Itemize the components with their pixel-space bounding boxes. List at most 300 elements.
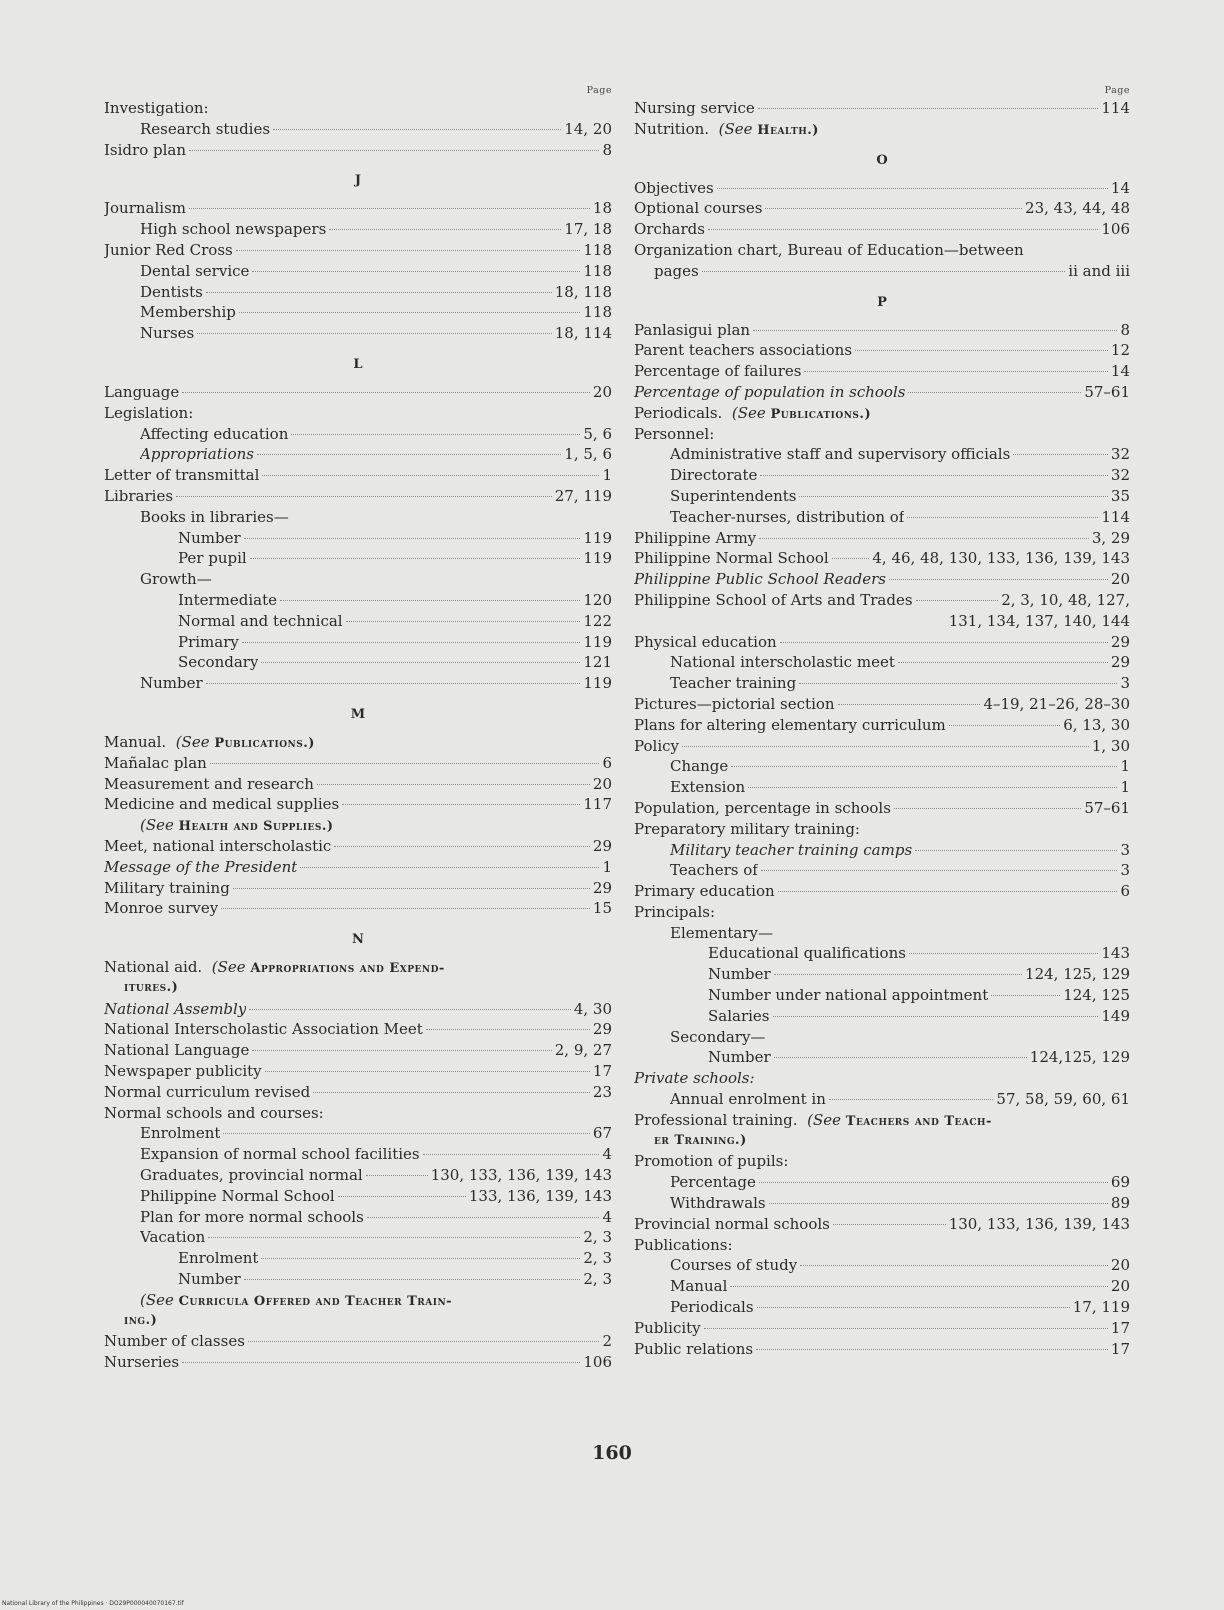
entry-label: Publicity xyxy=(634,1318,701,1337)
index-entry xyxy=(104,140,612,161)
leader-dots xyxy=(338,1196,466,1197)
entry-label: Enrolment xyxy=(140,1124,221,1143)
leader-dots xyxy=(257,454,561,455)
entry-pages: 20 xyxy=(1110,1277,1130,1296)
entry-label: National Assembly xyxy=(104,999,247,1018)
leader-dots xyxy=(889,579,1108,580)
entry-pages: 119 xyxy=(583,549,612,568)
entry-label: Extension xyxy=(670,778,746,797)
leader-dots xyxy=(223,1133,590,1134)
index-entry xyxy=(104,898,612,919)
index-entry xyxy=(104,652,612,673)
index-entry xyxy=(634,382,1130,403)
cross-reference-target: Curricula Offered and Teacher Train- xyxy=(178,1293,453,1309)
leader-dots xyxy=(329,229,561,230)
index-entry xyxy=(634,1172,1130,1193)
index-entry xyxy=(634,1006,1130,1027)
leader-dots xyxy=(262,475,599,476)
leader-dots xyxy=(233,888,590,889)
entry-label: Professional training. xyxy=(634,1110,798,1129)
index-entry xyxy=(104,999,612,1020)
entry-pages: 1, 5, 6 xyxy=(564,445,612,464)
see-word: (See xyxy=(731,403,766,422)
entry-pages: 29 xyxy=(592,878,612,897)
leader-dots xyxy=(182,392,590,393)
index-entry xyxy=(104,219,612,240)
entry-label: Manual xyxy=(670,1277,728,1296)
entry-label: Enrolment xyxy=(178,1249,259,1268)
index-entry xyxy=(634,798,1130,819)
entry-label: Percentage xyxy=(670,1173,756,1192)
entry-pages: 18, 118 xyxy=(554,282,612,301)
entry-pages: 57, 58, 59, 60, 61 xyxy=(996,1090,1130,1109)
entry-pages: 1 xyxy=(1120,778,1130,797)
cross-reference-continued xyxy=(104,978,612,999)
entry-label: Per pupil xyxy=(178,549,247,568)
entry-label: Nursing service xyxy=(634,99,755,117)
entry-label: Investigation: xyxy=(104,99,209,117)
entry-pages: 130, 133, 136, 139, 143 xyxy=(948,1214,1130,1233)
leader-dots xyxy=(832,558,870,559)
entry-pages: 1, 30 xyxy=(1091,736,1130,755)
entry-label: Journalism xyxy=(104,199,186,218)
index-entry xyxy=(634,198,1130,219)
leader-dots xyxy=(367,1217,600,1218)
entry-pages: 2, 3 xyxy=(583,1270,612,1289)
entry-label: Research studies xyxy=(140,119,271,138)
leader-dots xyxy=(206,683,581,684)
index-entry xyxy=(634,756,1130,777)
entry-pages: 1 xyxy=(602,466,612,485)
entry-label: Number xyxy=(708,965,771,984)
entry-label: Philippine Public School Readers xyxy=(634,570,886,589)
index-entry xyxy=(634,964,1130,985)
section-letter: O xyxy=(876,152,888,168)
entry-pages: 120 xyxy=(583,590,612,609)
index-entry xyxy=(634,1255,1130,1276)
index-entry xyxy=(634,632,1130,653)
index-entry xyxy=(634,320,1130,341)
leader-dots xyxy=(176,496,552,497)
entry-pages: 20 xyxy=(592,774,612,793)
leader-dots xyxy=(717,188,1108,189)
entry-pages: 119 xyxy=(583,674,612,693)
entry-pages: 130, 133, 136, 139, 143 xyxy=(430,1166,612,1185)
entry-pages: 23, 43, 44, 48 xyxy=(1025,199,1130,218)
index-entry xyxy=(634,860,1130,881)
entry-label: National Interscholastic Association Meet xyxy=(104,1020,423,1039)
entry-label: Medicine and medical supplies xyxy=(104,795,340,814)
index-entry xyxy=(104,528,612,549)
leader-dots xyxy=(261,662,580,663)
index-entry xyxy=(104,1248,612,1269)
index-entry xyxy=(634,444,1130,465)
entry-label: Affecting education xyxy=(140,424,289,443)
entry-label: Expansion of normal school facilities xyxy=(140,1145,420,1164)
index-entry xyxy=(634,486,1130,507)
index-column-left xyxy=(104,84,612,1373)
entry-label: Publications: xyxy=(634,1235,733,1254)
entry-pages: 20 xyxy=(1110,1256,1130,1275)
index-entry xyxy=(634,1339,1130,1360)
index-entry xyxy=(634,261,1130,282)
index-entry xyxy=(104,403,612,424)
entry-label: Philippine Normal School xyxy=(140,1186,335,1205)
leader-dots xyxy=(916,600,999,601)
see-word: (See xyxy=(140,816,174,835)
entry-pages: 18, 114 xyxy=(554,324,612,343)
entry-label: Philippine School of Arts and Trades xyxy=(634,590,913,609)
entry-label: Normal schools and courses: xyxy=(104,1103,324,1122)
see-word: (See xyxy=(718,119,753,138)
index-entry xyxy=(634,1297,1130,1318)
entry-pages: 3 xyxy=(1120,861,1130,880)
leader-dots xyxy=(426,1029,590,1030)
index-entry xyxy=(634,902,1130,923)
leader-dots xyxy=(197,333,552,334)
entry-pages: 5, 6 xyxy=(583,424,612,443)
leader-dots xyxy=(273,129,561,130)
index-entry xyxy=(104,1207,612,1228)
index-entry xyxy=(634,528,1130,549)
entry-label: Salaries xyxy=(708,1006,770,1025)
entry-label: Appropriations xyxy=(140,445,254,464)
index-entry xyxy=(104,119,612,140)
leader-dots xyxy=(759,1182,1108,1183)
cross-reference-target: ing.) xyxy=(124,1312,158,1328)
index-entry xyxy=(634,569,1130,590)
index-entry xyxy=(104,794,612,815)
entry-pages: 133, 136, 139, 143 xyxy=(468,1186,612,1205)
index-entry xyxy=(104,1061,612,1082)
entry-label: Private schools: xyxy=(634,1069,755,1088)
cross-reference-entry xyxy=(104,732,612,753)
entry-label: Objectives xyxy=(634,178,714,197)
entry-label: Administrative staff and supervisory officials xyxy=(670,445,1011,464)
entry-pages: ii and iii xyxy=(1068,261,1130,280)
entry-pages: 119 xyxy=(583,528,612,547)
entry-label: Military training xyxy=(104,878,230,897)
entry-pages: 3 xyxy=(1120,674,1130,693)
leader-dots xyxy=(265,1071,590,1072)
entry-pages: 4, 46, 48, 130, 133, 136, 139, 143 xyxy=(872,549,1130,568)
entry-pages: 149 xyxy=(1101,1006,1130,1025)
index-entry xyxy=(104,1123,612,1144)
leader-dots xyxy=(366,1175,428,1176)
leader-dots xyxy=(334,846,590,847)
index-entry xyxy=(634,777,1130,798)
index-entry xyxy=(104,323,612,344)
entry-label: Withdrawals xyxy=(670,1194,766,1213)
entry-label: Annual enrolment in xyxy=(670,1090,826,1109)
entry-label: Percentage of population in schools xyxy=(634,382,906,401)
index-entry xyxy=(104,1186,612,1207)
entry-pages: 2 xyxy=(602,1332,612,1351)
index-column-right xyxy=(634,84,1130,1359)
entry-pages: 69 xyxy=(1110,1173,1130,1192)
entry-label: Organization chart, Bureau of Education—between xyxy=(634,240,1024,259)
entry-pages: 114 xyxy=(1101,99,1130,117)
entry-label: Principals: xyxy=(634,902,716,921)
leader-dots xyxy=(252,1050,551,1051)
leader-dots xyxy=(748,787,1117,788)
entry-label: Personnel: xyxy=(634,424,715,443)
index-entry xyxy=(634,548,1130,569)
entry-label: Number under national appointment xyxy=(708,986,989,1005)
entry-pages: 17, 119 xyxy=(1072,1298,1130,1317)
entry-pages: 32 xyxy=(1110,466,1130,485)
entry-pages: 6, 13, 30 xyxy=(1063,715,1130,734)
leader-dots xyxy=(242,642,580,643)
index-entry xyxy=(104,632,612,653)
entry-label: Educational qualifications xyxy=(708,944,906,963)
entry-pages: 117 xyxy=(583,795,612,814)
leader-dots xyxy=(244,1279,581,1280)
cross-reference-entry xyxy=(634,1110,1130,1131)
leader-dots xyxy=(907,517,1098,518)
entry-pages: 124, 125 xyxy=(1063,986,1130,1005)
entry-pages: 57–61 xyxy=(1084,382,1130,401)
leader-dots xyxy=(753,330,1117,331)
entry-pages: 121 xyxy=(583,653,612,672)
entry-label: Elementary— xyxy=(670,923,774,942)
entry-label: Growth— xyxy=(140,570,212,589)
entry-pages: 15 xyxy=(592,899,612,918)
leader-dots xyxy=(829,1099,994,1100)
entry-label: pages xyxy=(654,261,699,280)
entry-label: Libraries xyxy=(104,486,174,505)
entry-pages: 2, 3, 10, 48, 127, xyxy=(1001,590,1130,609)
index-entry xyxy=(104,753,612,774)
entry-pages: 20 xyxy=(592,382,612,401)
leader-dots xyxy=(915,850,1117,851)
leader-dots xyxy=(799,683,1117,684)
index-entry xyxy=(634,1068,1130,1089)
entry-label: Nurseries xyxy=(104,1353,180,1372)
entry-pages: 1 xyxy=(1120,757,1130,776)
leader-dots xyxy=(239,312,580,313)
leader-dots xyxy=(833,1224,946,1225)
entry-label: Number of classes xyxy=(104,1332,245,1351)
entry-label: Legislation: xyxy=(104,403,194,422)
index-entry xyxy=(104,1165,612,1186)
entry-label: Teacher training xyxy=(670,674,797,693)
index-entry xyxy=(104,1082,612,1103)
index-entry xyxy=(104,1352,612,1373)
leader-dots xyxy=(765,208,1022,209)
index-entry xyxy=(104,1103,612,1124)
cross-reference-continued xyxy=(634,1131,1130,1152)
entry-pages: 89 xyxy=(1110,1194,1130,1213)
entry-label: Panlasigui plan xyxy=(634,320,751,339)
entry-pages: 124,125, 129 xyxy=(1029,1048,1130,1067)
leader-dots xyxy=(291,434,580,435)
entry-label: Preparatory military training: xyxy=(634,819,860,838)
entry-pages: 106 xyxy=(583,1353,612,1372)
page-column-label: Page xyxy=(1104,85,1130,96)
index-entry xyxy=(104,1269,612,1290)
index-entry xyxy=(104,198,612,219)
cross-reference-entry xyxy=(634,403,1130,424)
leader-dots xyxy=(757,1307,1070,1308)
leader-dots xyxy=(206,292,552,293)
entry-pages: 6 xyxy=(1120,882,1130,901)
index-entry xyxy=(634,673,1130,694)
entry-label: Teacher-nurses, distribution of xyxy=(670,507,905,526)
page-number: 160 xyxy=(592,1442,632,1464)
leader-dots xyxy=(761,870,1118,871)
entry-label: Plans for altering elementary curriculum xyxy=(634,715,946,734)
index-entry xyxy=(104,1227,612,1248)
index-entry xyxy=(634,361,1130,382)
leader-dots xyxy=(250,558,581,559)
entry-pages: 29 xyxy=(592,836,612,855)
entry-pages: 14 xyxy=(1110,362,1130,381)
entry-label: Plan for more normal schools xyxy=(140,1207,364,1226)
entry-label: Number xyxy=(140,674,203,693)
entry-label: Periodicals xyxy=(670,1298,754,1317)
cross-reference-target: Teachers and Teach- xyxy=(845,1113,992,1129)
index-entry xyxy=(104,569,612,590)
index-entry xyxy=(104,1019,612,1040)
leader-dots xyxy=(244,538,581,539)
entry-pages: 35 xyxy=(1110,486,1130,505)
section-letter: N xyxy=(352,932,364,948)
leader-dots xyxy=(908,392,1081,393)
entry-pages: 3, 29 xyxy=(1091,528,1130,547)
leader-dots xyxy=(760,475,1108,476)
leader-dots xyxy=(756,1349,1108,1350)
entry-label: Normal curriculum revised xyxy=(104,1082,311,1101)
entry-pages: 118 xyxy=(583,303,612,322)
leader-dots xyxy=(682,746,1089,747)
index-entry xyxy=(634,1318,1130,1339)
index-entry xyxy=(104,1144,612,1165)
entry-pages: 4 xyxy=(602,1207,612,1226)
leader-dots xyxy=(774,1057,1027,1058)
index-entry xyxy=(634,1151,1130,1172)
leader-dots xyxy=(778,891,1118,892)
leader-dots xyxy=(799,496,1107,497)
leader-dots xyxy=(342,804,580,805)
see-word: (See xyxy=(807,1110,841,1129)
page-column-label: Page xyxy=(586,85,612,96)
section-letter: M xyxy=(350,706,366,722)
entry-pages: 27, 119 xyxy=(554,486,612,505)
index-entry xyxy=(634,1276,1130,1297)
leader-dots xyxy=(346,621,581,622)
leader-dots xyxy=(182,1362,580,1363)
entry-label: Meet, national interscholastic xyxy=(104,836,332,855)
index-entry xyxy=(104,774,612,795)
index-entry xyxy=(634,1047,1130,1068)
leader-dots xyxy=(300,867,599,868)
entry-pages: 17 xyxy=(1110,1318,1130,1337)
index-entry xyxy=(104,302,612,323)
entry-pages: 8 xyxy=(602,140,612,159)
entry-label: Population, percentage in schools xyxy=(634,798,891,817)
entry-pages: 143 xyxy=(1101,944,1130,963)
entry-pages: 4, 30 xyxy=(573,999,612,1018)
index-entry xyxy=(104,1331,612,1352)
cross-reference-target: itures.) xyxy=(124,979,179,995)
index-entry xyxy=(634,652,1130,673)
entry-label: Periodicals. xyxy=(634,403,723,422)
entry-label: Language xyxy=(104,382,180,401)
index-entry xyxy=(634,1027,1130,1048)
index-entry-list xyxy=(104,98,612,1373)
entry-pages: 124, 125, 129 xyxy=(1025,965,1130,984)
entry-pages: 1 xyxy=(602,857,612,876)
entry-pages-continued: 131, 134, 137, 140, 144 xyxy=(948,611,1130,630)
index-entry xyxy=(634,736,1130,757)
leader-dots xyxy=(704,1328,1108,1329)
leader-dots xyxy=(248,1341,600,1342)
entry-label: Provincial normal schools xyxy=(634,1214,830,1233)
entry-label: Dentists xyxy=(140,282,203,301)
entry-pages: 2, 9, 27 xyxy=(554,1041,612,1060)
section-letter: P xyxy=(877,294,887,310)
cross-reference-target: Publications.) xyxy=(214,735,315,751)
entry-pages: 8 xyxy=(1120,320,1130,339)
leader-dots xyxy=(780,642,1108,643)
leader-dots xyxy=(1013,454,1108,455)
entry-pages: 6 xyxy=(602,753,612,772)
leader-dots xyxy=(949,725,1060,726)
entry-label: National Language xyxy=(104,1041,250,1060)
entry-label: Message of the President xyxy=(104,857,298,876)
entry-label: Optional courses xyxy=(634,199,763,218)
index-entry xyxy=(634,881,1130,902)
index-entry xyxy=(104,486,612,507)
index-entry xyxy=(634,1235,1130,1256)
leader-dots xyxy=(838,704,981,705)
index-entry xyxy=(104,878,612,899)
entry-label: Normal and technical xyxy=(178,611,343,630)
entry-label: High school newspapers xyxy=(140,220,327,239)
cross-reference-target: Health.) xyxy=(757,122,819,138)
index-entry xyxy=(634,943,1130,964)
leader-dots xyxy=(855,350,1108,351)
entry-label: Superintendents xyxy=(670,486,797,505)
index-entry xyxy=(104,444,612,465)
cross-reference-target: Appropriations and Expend- xyxy=(250,961,445,977)
leader-dots xyxy=(317,784,590,785)
index-entry xyxy=(634,715,1130,736)
cross-reference-target: Health and Supplies.) xyxy=(178,819,334,835)
leader-dots xyxy=(313,1092,590,1093)
section-letter: J xyxy=(354,173,362,189)
leader-dots xyxy=(189,208,590,209)
entry-label: Physical education xyxy=(634,632,777,651)
leader-dots xyxy=(894,808,1081,809)
entry-label: National aid. xyxy=(104,958,203,977)
entry-label: Nurses xyxy=(140,324,195,343)
entry-pages: 29 xyxy=(1110,653,1130,672)
entry-pages: 12 xyxy=(1110,341,1130,360)
index-entry xyxy=(104,240,612,261)
entry-pages: 106 xyxy=(1101,220,1130,239)
entry-label: Measurement and research xyxy=(104,774,314,793)
leader-dots xyxy=(731,766,1117,767)
entry-pages: 4 xyxy=(602,1145,612,1164)
index-entry xyxy=(634,465,1130,486)
index-entry xyxy=(634,1089,1130,1110)
entry-label: Vacation xyxy=(140,1228,206,1247)
entry-label: Teachers of xyxy=(670,861,758,880)
entry-label: Mañalac plan xyxy=(104,753,207,772)
entry-label: Dental service xyxy=(140,261,250,280)
